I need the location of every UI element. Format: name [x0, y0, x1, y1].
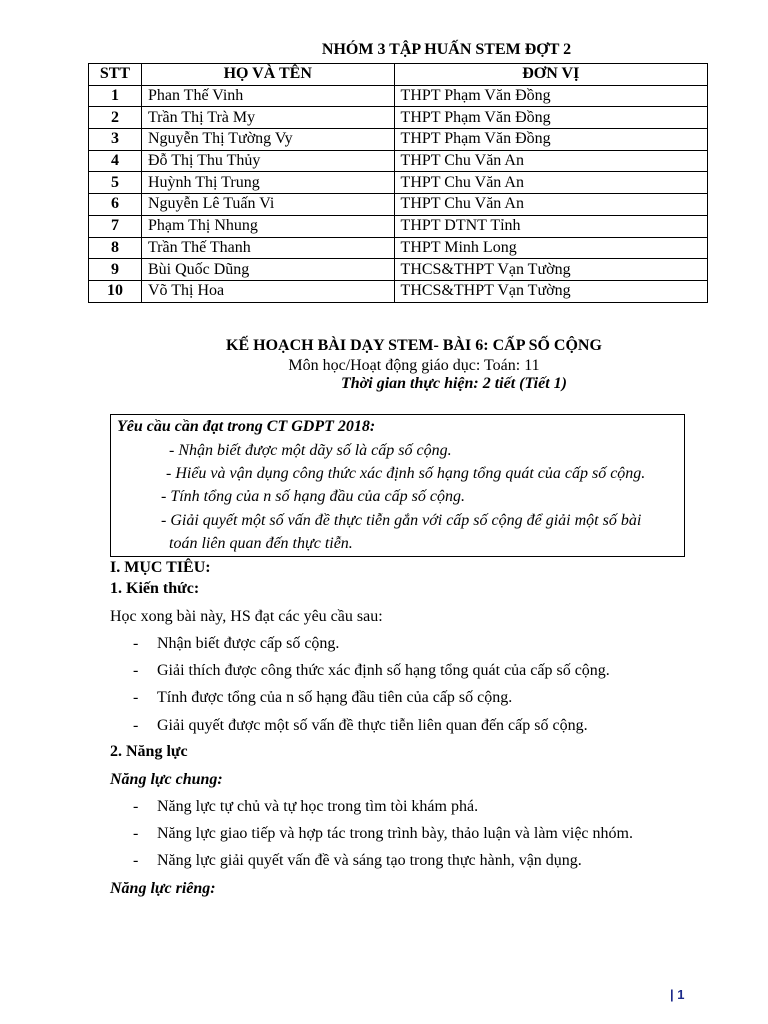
table-row	[89, 107, 708, 129]
row-stt: 1	[89, 85, 142, 107]
row-name: Trần Thế Thanh	[141, 237, 394, 259]
table-row	[89, 259, 708, 281]
table-row	[89, 172, 708, 194]
row-unit: THPT Phạm Văn Đồng	[394, 107, 707, 129]
row-stt: 2	[89, 107, 142, 129]
requirement-item: toán liên quan đến thực tiễn.	[169, 535, 353, 552]
table-row	[89, 150, 708, 172]
requirement-item: - Tính tổng của n số hạng đầu của cấp số cộng.	[161, 488, 465, 505]
row-name: Huỳnh Thị Trung	[141, 172, 394, 194]
row-stt: 6	[89, 194, 142, 216]
bullet-dash: -	[133, 852, 139, 869]
header-unit: ĐƠN VỊ	[394, 64, 707, 86]
general-competency-heading: Năng lực chung:	[110, 771, 223, 788]
table-row	[89, 129, 708, 151]
row-unit: THCS&THPT Vạn Tường	[394, 280, 707, 302]
header-stt: STT	[89, 64, 142, 86]
requirement-item: - Hiểu và vận dụng công thức xác định số hạng tổng quát của cấp số cộng.	[166, 465, 646, 482]
requirements-title: Yêu cầu cần đạt trong CT GDPT 2018:	[117, 418, 376, 435]
list-item-text: Năng lực giao tiếp và hợp tác trong trình bày, thảo luận và làm việc nhóm.	[157, 825, 633, 842]
row-stt: 4	[89, 150, 142, 172]
plan-subject: Môn học/Hoạt động giáo dục: Toán: 11	[288, 357, 540, 374]
row-unit: THPT DTNT Tỉnh	[394, 215, 707, 237]
row-name: Đỗ Thị Thu Thủy	[141, 150, 394, 172]
list-item-text: Giải quyết được một số vấn đề thực tiễn liên quan đến cấp số cộng.	[157, 717, 588, 734]
plan-title: KẾ HOẠCH BÀI DẠY STEM- BÀI 6: CẤP SỐ CỘNG	[226, 337, 602, 354]
knowledge-intro: Học xong bài này, HS đạt các yêu cầu sau:	[110, 608, 383, 625]
row-unit: THPT Chu Văn An	[394, 172, 707, 194]
row-stt: 5	[89, 172, 142, 194]
row-name: Nguyễn Lê Tuấn Vi	[141, 194, 394, 216]
knowledge-heading: 1. Kiến thức:	[110, 580, 200, 597]
page-number: | 1	[670, 987, 685, 1002]
row-unit: THCS&THPT Vạn Tường	[394, 259, 707, 281]
table-row	[89, 237, 708, 259]
table-row	[89, 85, 708, 107]
table-header-row	[89, 64, 708, 86]
list-item-text: Năng lực giải quyết vấn đề và sáng tạo trong thực hành, vận dụng.	[157, 852, 582, 869]
bullet-dash: -	[133, 689, 139, 706]
members-table	[88, 63, 708, 303]
row-unit: THPT Chu Văn An	[394, 194, 707, 216]
bullet-dash: -	[133, 798, 139, 815]
specific-competency-heading: Năng lực riêng:	[110, 880, 216, 897]
row-unit: THPT Minh Long	[394, 237, 707, 259]
table-row	[89, 215, 708, 237]
list-item-text: Nhận biết được cấp số cộng.	[157, 635, 340, 652]
row-name: Phan Thế Vinh	[141, 85, 394, 107]
row-name: Trần Thị Trà My	[141, 107, 394, 129]
row-stt: 7	[89, 215, 142, 237]
row-name: Nguyễn Thị Tường Vy	[141, 129, 394, 151]
row-stt: 9	[89, 259, 142, 281]
bullet-dash: -	[133, 825, 139, 842]
bullet-dash: -	[133, 717, 139, 734]
bullet-dash: -	[133, 662, 139, 679]
list-item-text: Tính được tổng của n số hạng đầu tiên của cấp số cộng.	[157, 689, 513, 706]
row-stt: 8	[89, 237, 142, 259]
header-name: HỌ VÀ TÊN	[141, 64, 394, 86]
competency-heading: 2. Năng lực	[110, 743, 188, 760]
row-unit: THPT Phạm Văn Đồng	[394, 85, 707, 107]
row-name: Bùi Quốc Dũng	[141, 259, 394, 281]
requirements-box	[110, 414, 685, 557]
row-stt: 3	[89, 129, 142, 151]
table-row	[89, 280, 708, 302]
list-item-text: Năng lực tự chủ và tự học trong tìm tòi khám phá.	[157, 798, 479, 815]
row-unit: THPT Phạm Văn Đồng	[394, 129, 707, 151]
row-name: Phạm Thị Nhung	[141, 215, 394, 237]
bullet-dash: -	[133, 635, 139, 652]
table-row	[89, 194, 708, 216]
requirement-item: - Giải quyết một số vấn đề thực tiễn gắn với cấp số cộng để giải một số bài	[161, 512, 642, 529]
row-name: Võ Thị Hoa	[141, 280, 394, 302]
section-objectives-heading: I. MỤC TIÊU:	[110, 559, 211, 576]
group-title: NHÓM 3 TẬP HUẤN STEM ĐỢT 2	[321, 41, 572, 58]
list-item-text: Giải thích được công thức xác định số hạng tổng quát của cấp số cộng.	[157, 662, 610, 679]
row-stt: 10	[89, 280, 142, 302]
row-unit: THPT Chu Văn An	[394, 150, 707, 172]
plan-duration: Thời gian thực hiện: 2 tiết (Tiết 1)	[340, 375, 567, 392]
requirement-item: - Nhận biết được một dãy số là cấp số cộng.	[169, 442, 452, 459]
